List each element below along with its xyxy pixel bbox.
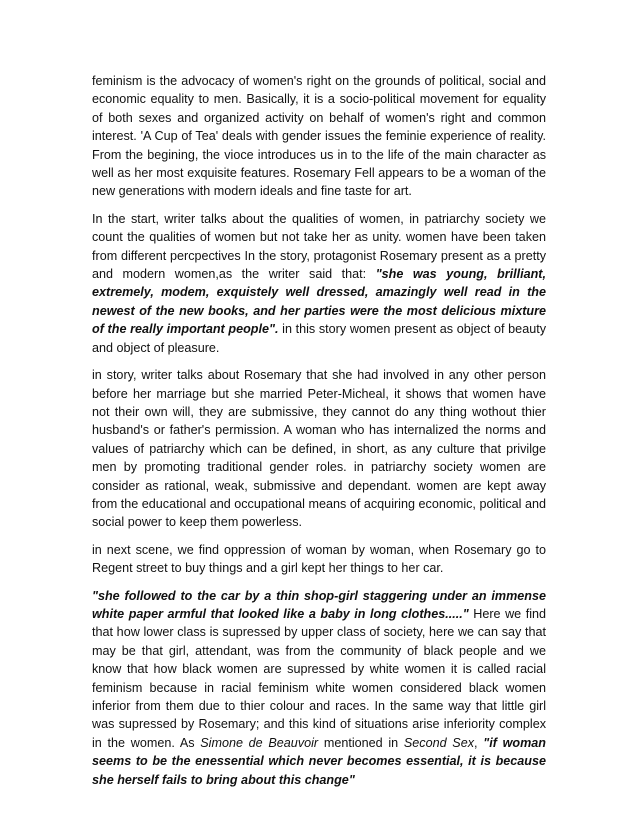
paragraph-feminism-definition: feminism is the advocacy of women's right on the grounds of political, social and economic equality to men. Basically, it is a socio-political movement for equality of both sexes and organized activity on behalf of women's right and common interest. 'A Cup of Tea' deals with gender issues the feminie experience of reality. From the begining, the vioce introduces us in to the life of the main character as well as her most exquisite features. Rosemary Fell appears to be a woman of the new generations with modern ideals and fine taste for art.	[92, 74, 546, 199]
paragraph-shop-girl	[92, 587, 546, 789]
author-name: Simone de Beauvoir	[200, 735, 319, 750]
quotation: "she followed to the car by a thin shop-girl staggering under an immense white paper armful that looked like a baby in long clothes....."	[92, 588, 546, 621]
paragraph-text: mentioned in	[318, 735, 404, 750]
quotation: "she was young, brilliant, extremely, modem, exquistely well dressed, amazingly well read in the newest of the new books, and her parties were the most delicious mixture of the really important people".	[92, 267, 546, 337]
paragraph-text: Here we find that how lower class is supressed by upper class of society, here we can say that may be that girl, attendant, was from the community of black people and we know that how black women are supressed by white women it is called racial feminism because in racial feminism white women considered black women inferior from them due to thier colour and races. In the same way that little girl was supressed by Rosemary; and this kind of situations arise inferiority complex in the women. As	[92, 606, 547, 750]
paragraph-text: ,	[474, 735, 484, 750]
paragraph-marriage: in story, writer talks about Rosemary that she had involved in any other person before her marriage but she married Peter-Micheal, it shows that women have not their own will, they are submissive, they cannot do any thing wothout thier husband's or father's permission. A woman who has internalized the norms and values of patriarchy which can be defined, in short, as any culture that privilge men by promoting traditional gender roles. in patriarchy society women are consider as rational, weak, submissive and dependant. women are kept away from the educational and occupational means of acquiring economic, political and social power to keep them powerless.	[92, 368, 546, 530]
paragraph-text: In the start, writer talks about the qualities of women, in patriarchy society we count the qualities of women but not take her as unity. women have been taken from different percpectives In the story, protagonist Rosemary present as a pretty and modern women,as the writer said that:	[92, 211, 546, 282]
book-title: Second Sex	[403, 735, 475, 750]
quotation: "if woman seems to be the enessential which never becomes essential, it is because she herself fails to bring about this change"	[92, 735, 546, 787]
paragraph-qualities-of-women	[92, 210, 546, 357]
paragraph-oppression: in next scene, we find oppression of woman by woman, when Rosemary go to Regent street to buy things and a girl kept her things to her car.	[92, 542, 546, 576]
paragraph-text: in this story women present as object of beauty and object of pleasure.	[92, 322, 546, 355]
